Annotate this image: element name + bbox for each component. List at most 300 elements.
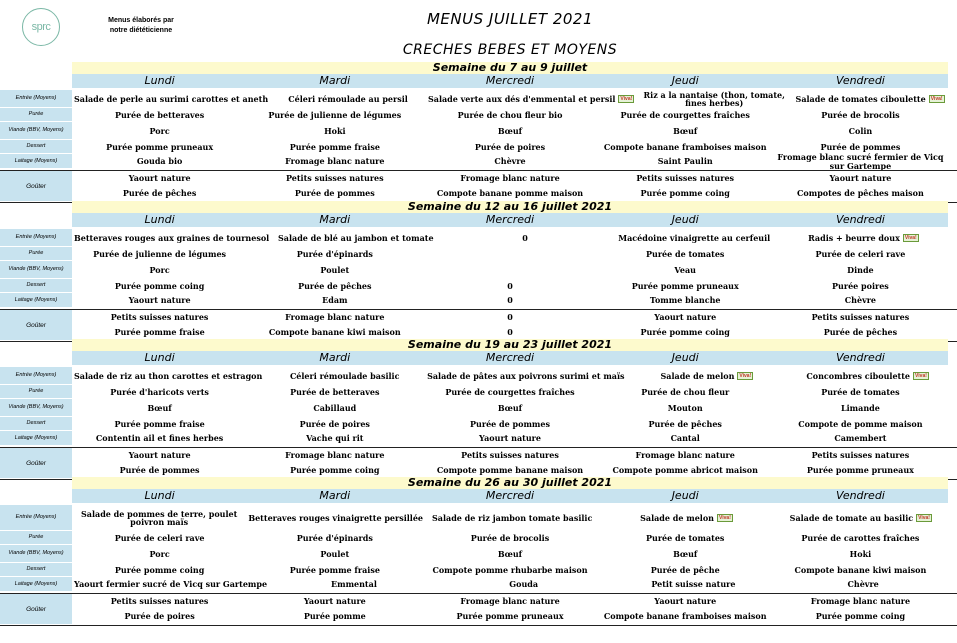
menu-item-text: Purée de pêches [823, 327, 898, 338]
menu-cell [247, 174, 422, 183]
menu-item-text: Purée de brocolis [470, 532, 550, 543]
row-cells [72, 609, 948, 624]
day-header-mardi: Mardi [319, 213, 351, 226]
menu-cell [440, 234, 609, 243]
menu-row-viande [0, 122, 957, 140]
day-header-row [72, 351, 948, 365]
menu-item-text: Camembert [834, 433, 887, 444]
menu-cell [269, 580, 439, 589]
menu-cell [773, 127, 948, 136]
row-label-dessert: Dessert [0, 279, 72, 293]
day-header-mercredi: Mercredi [485, 489, 535, 502]
menu-item-text: Salade de riz jambon tomate basilic [432, 512, 593, 523]
menu-cell [72, 612, 247, 621]
menu-item-text: Limande [841, 402, 880, 413]
menu-item-text: Purée de pommes [119, 465, 200, 476]
menu-row-laitage [0, 154, 957, 169]
row-cells [72, 577, 948, 592]
menu-cell [598, 420, 773, 429]
menu-row-viande [0, 399, 957, 417]
menu-cell [778, 580, 948, 589]
menu-row-entree [0, 505, 957, 531]
menu-cell [422, 404, 597, 413]
row-label-viande: Viande (BBV, Moyens) [0, 261, 72, 279]
menu-item-text: Purée de pommes [820, 141, 901, 152]
menu-item-text: Betteraves rouges vinaigrette persillée [248, 512, 424, 523]
menu-cell [72, 566, 247, 575]
menu-cell [247, 296, 422, 305]
sprc-logo [22, 8, 60, 46]
menu-cell [247, 550, 422, 559]
menu-cell [422, 328, 597, 337]
menu-cell [773, 189, 948, 198]
menu-cell [72, 466, 247, 475]
row-label-entree: Entrée (Moyens) [0, 90, 72, 108]
menu-cell [598, 328, 773, 337]
menu-cell [72, 127, 247, 136]
menu-cell [271, 234, 440, 243]
row-label-gouter: Goûter [0, 171, 72, 201]
menu-item-text: Purée d'épinards [296, 248, 373, 259]
menu-item-text: Purée de julienne de légumes [93, 248, 227, 259]
menu-item-text: Tomme blanche [649, 295, 721, 306]
row-label-puree: Purée [0, 385, 72, 399]
menu-item-text: Cantal [670, 433, 700, 444]
dietitian-line-1: Menus élaborés par [108, 17, 174, 24]
menu-cell [774, 514, 948, 523]
row-cells [72, 108, 948, 122]
menu-item-text: 0 [507, 327, 513, 338]
menu-item-text: Compote pomme rhubarbe maison [432, 564, 588, 575]
menu-cell [247, 434, 422, 443]
menu-cell [247, 388, 422, 397]
menu-item-text: Poulet [320, 264, 350, 275]
menu-cell [422, 466, 597, 475]
menu-row-laitage [0, 431, 957, 446]
menu-cell [247, 250, 422, 259]
menu-item-text: Compote banane framboises maison [603, 141, 767, 152]
menu-row-laitage [0, 293, 957, 308]
menu-cell [72, 434, 247, 443]
menu-cell [598, 250, 773, 259]
menu-cell [773, 388, 948, 397]
row-cells [72, 171, 948, 186]
row-cells [72, 154, 948, 169]
menu-item-text: Purée pomme pruneaux [456, 611, 564, 622]
menu-item-text: Riz a la nantaise (thon, tomate, fines herbes) [643, 89, 785, 108]
day-header-row [72, 74, 948, 88]
viva-badge-icon: Viva! [930, 95, 943, 102]
day-header-row [72, 489, 948, 503]
menu-item-text: Purée pomme [303, 611, 366, 622]
menu-cell [247, 127, 422, 136]
row-cells [72, 594, 948, 609]
menu-item-text: Petits suisses natures [636, 173, 735, 184]
day-header-mercredi: Mercredi [485, 351, 535, 364]
menu-item-text: Purée pomme pruneaux [806, 465, 914, 476]
menu-cell [598, 434, 773, 443]
menu-cell [72, 189, 247, 198]
menu-item-text: Purée de pêches [122, 188, 197, 199]
menu-item-text: Fromage blanc nature [635, 450, 735, 461]
menu-item-text: Vache qui rit [306, 433, 364, 444]
menu-item-text: Purée de brocolis [821, 109, 900, 120]
menu-item-text: Mouton [667, 402, 703, 413]
day-header-mardi: Mardi [319, 74, 351, 87]
menu-cell [598, 313, 773, 322]
menu-item-text: Purée pomme fraise [289, 564, 380, 575]
menu-cell [72, 451, 247, 460]
row-label-dessert: Dessert [0, 563, 72, 577]
menu-item-text: Purée de pêches [648, 418, 722, 429]
menu-cell [425, 372, 626, 381]
menu-item-text: Purée de celeri rave [815, 248, 906, 259]
menu-item-text: Salade de perle au surimi carottes et aneth [74, 93, 269, 104]
menu-cell [72, 250, 247, 259]
row-cells [72, 310, 948, 325]
menu-item-text: Petits suisses natures [811, 450, 910, 461]
menu-item-text: Yaourt nature [128, 295, 191, 306]
menu-item-text: Salade de pâtes aux poivrons surimi et maïs [427, 370, 625, 381]
menu-item-text: 0 [507, 312, 513, 323]
menu-item-text: Porc [149, 548, 170, 559]
menu-item-text: Yaourt fermier sucré de Vicq sur Gartempe [74, 579, 268, 590]
menu-cell [773, 534, 948, 543]
row-cells [72, 247, 948, 261]
menu-cell [439, 580, 609, 589]
menu-row-puree [0, 108, 957, 122]
menu-cell [598, 466, 773, 475]
menu-item-text: Purée de chou fleur [641, 386, 730, 397]
menu-item-text: Fromage blanc nature [285, 450, 385, 461]
row-cells [72, 448, 948, 463]
menu-cell [270, 95, 426, 104]
menu-cell [422, 282, 597, 291]
viva-badge-icon: Viva! [719, 514, 731, 521]
row-label-puree: Purée [0, 247, 72, 261]
menu-cell [72, 174, 247, 183]
row-cells [72, 90, 948, 108]
menu-cell [422, 597, 597, 606]
menu-item-text: Compotes de pêches maison [797, 188, 924, 199]
menu-item-text: Macédoine vinaigrette au cerfeuil [618, 232, 771, 243]
menu-cell [773, 282, 948, 291]
menu-cell [247, 157, 422, 166]
menu-cell [598, 189, 773, 198]
menu-item-text: Salade de melon [640, 512, 714, 523]
menu-item-text: Chèvre [494, 156, 526, 167]
menu-cell [610, 234, 779, 243]
menu-item-text: Salade de tomate au basilic [789, 512, 914, 523]
menu-cell [422, 612, 597, 621]
row-cells [72, 229, 948, 247]
menu-cell [773, 266, 948, 275]
row-label-gouter: Goûter [0, 310, 72, 340]
menu-cell [72, 420, 247, 429]
week-title: Semaine du 26 au 30 juillet 2021 [72, 477, 948, 489]
row-cells [72, 261, 948, 279]
page-subtitle: CRECHES BEBES ET MOYENS [402, 42, 618, 58]
viva-badge-icon: Viva! [915, 372, 927, 379]
day-header-vendredi: Vendredi [835, 213, 885, 226]
menu-item-text: Compote pomme abricot maison [612, 465, 758, 476]
row-label-laitage: Laitage (Moyens) [0, 293, 72, 308]
menu-item-text: Compote banane kiwi maison [268, 327, 401, 338]
menu-cell [773, 550, 948, 559]
row-label-entree: Entrée (Moyens) [0, 505, 72, 531]
menu-item-text: Compote banane pomme maison [436, 188, 584, 199]
menu-item-text: Porc [149, 264, 170, 275]
row-cells [72, 563, 948, 577]
menu-item-text: Bœuf [497, 125, 523, 136]
menu-item-text: Salade verte aux dés d'emmental et persil [427, 93, 616, 104]
menu-cell [72, 597, 247, 606]
menu-cell [422, 127, 597, 136]
menu-cell [72, 404, 247, 413]
menu-row-viande [0, 545, 957, 563]
menu-item-text: Contentin ail et fines herbes [95, 433, 224, 444]
menu-item-text: Céleri rémoulade basilic [289, 370, 400, 381]
menu-cell [72, 111, 247, 120]
menu-item-text: Purée de betteraves [114, 109, 205, 120]
menu-cell [599, 514, 773, 523]
menu-item-text: Purée pomme coing [640, 188, 730, 199]
day-header-mercredi: Mercredi [485, 213, 535, 226]
menu-item-text: Compote banane framboises maison [603, 611, 767, 622]
menu-cell [422, 534, 597, 543]
menu-item-text: Purée pomme coing [114, 564, 205, 575]
menu-item-text: Cabillaud [313, 402, 357, 413]
menu-cell [773, 466, 948, 475]
viva-badge-icon: Viva! [620, 95, 633, 102]
menu-item-text: Purée pomme fraise [114, 327, 205, 338]
menu-item-text: Petit suisse nature [651, 579, 736, 590]
menu-row-gouter1 [0, 594, 957, 609]
menu-cell [598, 404, 773, 413]
menu-cell [247, 612, 422, 621]
day-header-vendredi: Vendredi [835, 74, 885, 87]
menu-cell [422, 550, 597, 559]
menu-item-text: Yaourt nature [479, 433, 541, 444]
day-header-jeudi: Jeudi [671, 74, 699, 87]
menu-row-gouter1 [0, 310, 957, 325]
menu-item-text: Compote de pomme maison [798, 418, 923, 429]
menu-item-text: Céleri rémoulade au persil [288, 93, 408, 104]
menu-cell [773, 404, 948, 413]
menu-cell [598, 534, 773, 543]
menu-item-text: Purée de tomates [645, 532, 725, 543]
menu-item-text: Fromage blanc nature [285, 312, 385, 323]
menu-cell [598, 566, 773, 575]
page-title: MENUS JUILLET 2021 [426, 10, 594, 28]
menu-item-text: Poulet [320, 548, 350, 559]
menu-cell [773, 174, 948, 183]
menu-cell [72, 143, 247, 152]
menu-cell [773, 612, 948, 621]
row-cells [72, 186, 948, 201]
menu-row-dessert [0, 417, 957, 431]
menu-item-text: Chèvre [844, 295, 877, 306]
menu-cell [598, 612, 773, 621]
dietitian-note [96, 16, 186, 36]
menu-item-text: Purée pomme coing [815, 611, 906, 622]
menu-item-text: Petits suisses natures [461, 450, 559, 461]
menu-item-text: Salade de tomates ciboulette [795, 93, 926, 104]
viva-badge-icon: Viva! [904, 234, 917, 241]
menu-item-text: Purée pomme fraise [289, 141, 380, 152]
menu-cell [773, 420, 948, 429]
menu-cell [72, 313, 247, 322]
menu-item-text: Veau [674, 264, 696, 275]
menu-cell [773, 296, 948, 305]
menu-item-text: Edam [322, 295, 348, 306]
menu-item-text: Purée pomme fraise [114, 418, 205, 429]
menu-item-text: Bœuf [497, 402, 523, 413]
menu-cell [72, 95, 270, 104]
menu-cell [72, 388, 247, 397]
menu-cell [422, 388, 597, 397]
menu-item-text: Salade de blé au jambon et tomate [278, 232, 434, 243]
menu-item-text: Purée pomme pruneaux [631, 280, 739, 291]
menu-cell [72, 296, 247, 305]
menu-cell [247, 282, 422, 291]
menu-item-text: Purée d'épinards [296, 532, 373, 543]
menu-cell [247, 189, 422, 198]
menu-item-text: 0 [522, 232, 528, 243]
row-label-laitage: Laitage (Moyens) [0, 577, 72, 592]
menu-item-text: Yaourt nature [829, 173, 892, 184]
row-cells [72, 399, 948, 417]
menu-cell [426, 95, 636, 104]
menu-item-text: Purée pomme pruneaux [106, 141, 214, 152]
row-label-viande: Viande (BBV, Moyens) [0, 399, 72, 417]
menu-item-text: 0 [507, 295, 513, 306]
menu-item-text: Purée de courgettes fraîches [445, 386, 575, 397]
menu-item-text: Petits suisses natures [110, 312, 209, 323]
menu-item-text: Purée poires [832, 280, 889, 291]
menu-item-text: Betteraves rouges aux graines de tournesol [74, 232, 270, 243]
menu-cell [72, 510, 246, 527]
menu-cell [247, 404, 422, 413]
menu-item-text: Yaourt nature [654, 312, 717, 323]
day-header-jeudi: Jeudi [671, 489, 699, 502]
menu-item-text: Purée de tomates [821, 386, 900, 397]
menu-cell [72, 328, 247, 337]
menu-item-text: Purée de poires [474, 141, 546, 152]
menu-row-laitage [0, 577, 957, 592]
day-header-mardi: Mardi [319, 351, 351, 364]
menu-row-dessert [0, 279, 957, 293]
menu-cell [247, 313, 422, 322]
menu-cell [598, 127, 773, 136]
day-header-jeudi: Jeudi [671, 351, 699, 364]
menu-item-text: Fromage blanc nature [460, 596, 560, 607]
menu-item-text: Porc [149, 125, 170, 136]
menu-cell [72, 550, 247, 559]
day-header-lundi: Lundi [144, 74, 175, 87]
menu-row-entree [0, 229, 957, 247]
menu-cell [247, 111, 422, 120]
menu-cell [72, 234, 271, 243]
menu-cell [773, 597, 948, 606]
viva-badge-icon: Viva! [739, 372, 752, 379]
menu-cell [773, 313, 948, 322]
menu-item-text: Purée de betteraves [290, 386, 380, 397]
menu-item-text: Yaourt nature [128, 173, 191, 184]
menu-cell [422, 143, 597, 152]
menu-cell [425, 514, 599, 523]
menu-item-text: Fromage blanc nature [460, 173, 560, 184]
menu-cell [773, 566, 948, 575]
menu-item-text: Bœuf [147, 402, 172, 413]
menu-cell [422, 451, 597, 460]
menu-item-text: Purée de pommes [294, 188, 375, 199]
menu-cell [422, 566, 597, 575]
menu-item-text: Purée d'haricots verts [110, 386, 209, 397]
day-header-vendredi: Vendredi [835, 351, 885, 364]
day-header-lundi: Lundi [144, 489, 175, 502]
menu-cell [247, 266, 422, 275]
menu-row-dessert [0, 563, 957, 577]
logo-text: sprc [31, 21, 51, 33]
menu-cell [598, 174, 773, 183]
menu-cell [598, 143, 773, 152]
menu-row-viande [0, 261, 957, 279]
menu-cell [598, 266, 773, 275]
row-label-viande: Viande (BBV, Moyens) [0, 122, 72, 140]
menu-cell [598, 388, 773, 397]
menu-item-text: Radis + beurre doux [808, 232, 900, 243]
menu-item-text: Hoki [849, 548, 872, 559]
menu-item-text: Salade de riz au thon carottes et estragon [74, 370, 263, 381]
menu-item-text: Gouda bio [136, 156, 183, 167]
menu-item-text: Salade de pommes de terre, poulet poivron maïs [81, 508, 238, 527]
menu-row-puree [0, 247, 957, 261]
menu-item-text: Bœuf [673, 548, 698, 559]
menu-item-text: Purée pomme coing [640, 327, 730, 338]
row-label-entree: Entrée (Moyens) [0, 229, 72, 247]
menu-cell [72, 580, 269, 589]
menu-cell [773, 250, 948, 259]
day-header-mercredi: Mercredi [485, 74, 535, 87]
menu-row-puree [0, 385, 957, 399]
menu-item-text: Petits suisses natures [110, 596, 209, 607]
menu-item-text: Compote banane kiwi maison [794, 564, 927, 575]
menu-cell [72, 534, 247, 543]
day-header-lundi: Lundi [144, 213, 175, 226]
menu-cell [72, 282, 247, 291]
menu-item-text: Chèvre [847, 579, 879, 590]
menu-cell [598, 451, 773, 460]
dietitian-line-2: notre diététicienne [109, 27, 173, 34]
viva-badge-icon: Viva! [918, 514, 930, 521]
menu-item-text: Dinde [847, 264, 874, 275]
menu-cell [598, 282, 773, 291]
menu-row-entree [0, 90, 957, 108]
menu-item-text: Gouda [509, 579, 539, 590]
menu-item-text: Petits suisses natures [811, 312, 910, 323]
menu-item-text: Fromage blanc nature [285, 156, 385, 167]
menu-cell [773, 143, 948, 152]
menu-item-text: 0 [507, 280, 513, 291]
menu-cell [247, 328, 422, 337]
gouter-separator-bottom [0, 625, 957, 626]
menu-item-text: Purée de pêches [298, 280, 372, 291]
menu-item-text: Purée de tomates [645, 248, 725, 259]
menu-item-text: Colin [848, 125, 873, 136]
menu-cell [246, 514, 425, 523]
menu-cell [422, 111, 597, 120]
